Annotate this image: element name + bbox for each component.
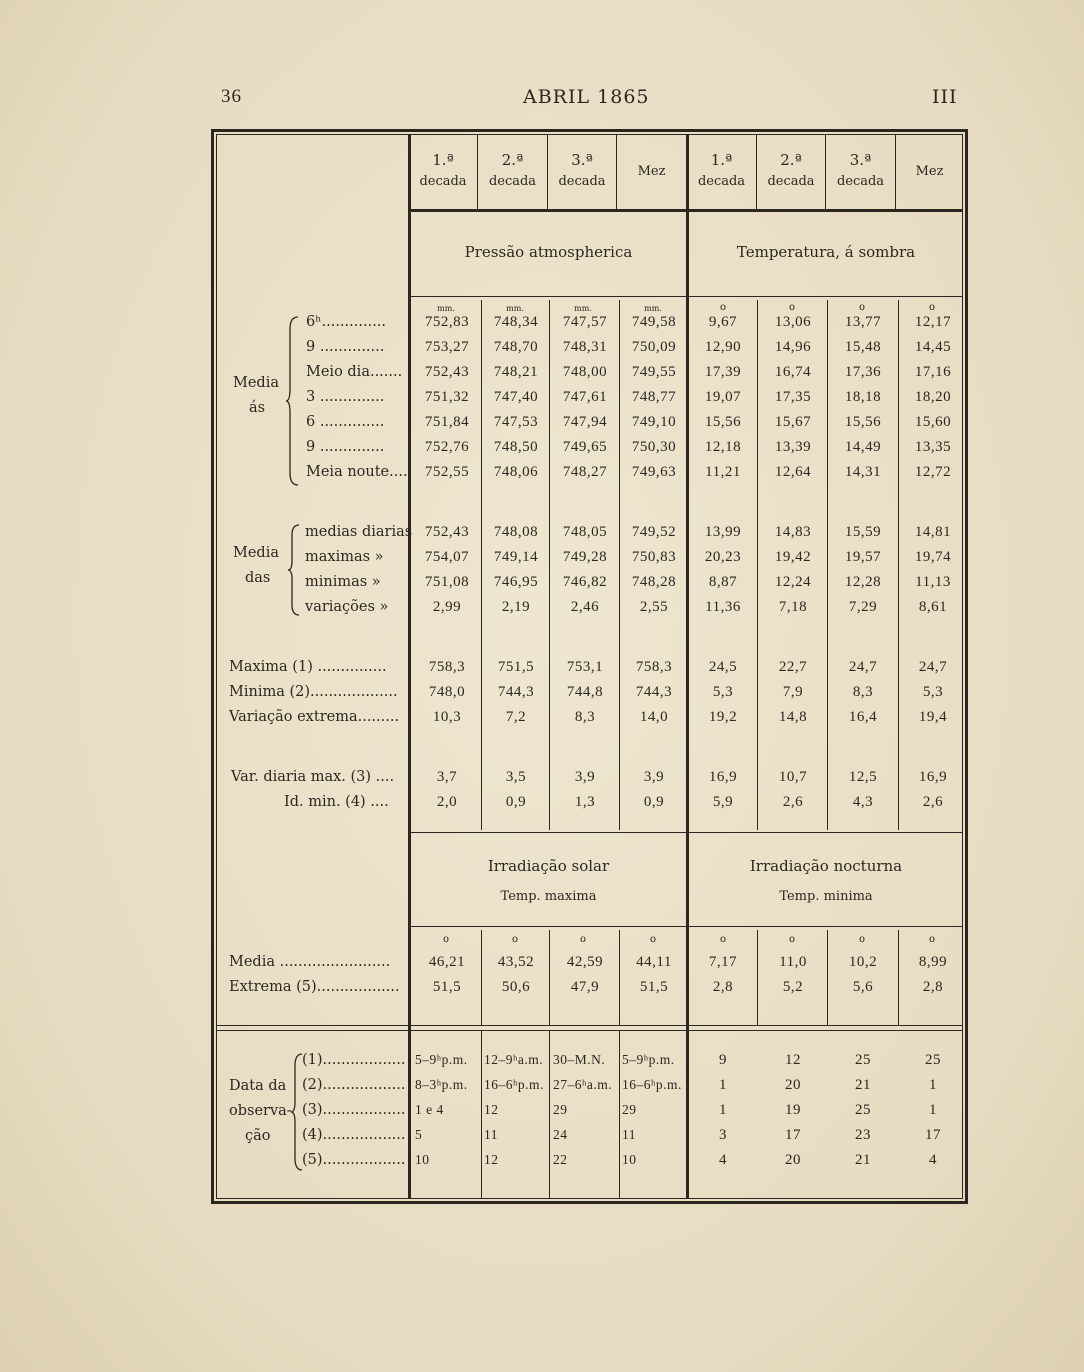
section-nocturnal: Irradiação nocturna bbox=[749, 857, 903, 875]
unit-degree: o bbox=[719, 302, 727, 313]
column-heading bbox=[757, 150, 825, 192]
page-title: ABRIL 1865 bbox=[523, 86, 650, 108]
table-cell: 19,74 bbox=[914, 549, 952, 565]
table-cell: 8,99 bbox=[918, 954, 948, 970]
table-cell: 11,0 bbox=[779, 954, 807, 970]
table-cell: 748,08 bbox=[493, 524, 539, 540]
unit-degree: o bbox=[928, 302, 936, 313]
group-label: ás bbox=[249, 400, 266, 416]
table-cell: 14,83 bbox=[774, 524, 812, 540]
table-cell: 1 e 4 bbox=[415, 1102, 444, 1117]
table-cell: 1 bbox=[929, 1102, 937, 1118]
table-cell: 11 bbox=[622, 1127, 636, 1142]
unit-degree: o bbox=[928, 934, 936, 945]
table-cell: 12,24 bbox=[774, 574, 812, 590]
table-cell: 748,77 bbox=[631, 389, 677, 405]
table-cell: 11,36 bbox=[705, 599, 741, 615]
table-cell: 16,74 bbox=[774, 364, 812, 380]
table-cell: 749,14 bbox=[493, 549, 539, 565]
table-cell: 752,83 bbox=[424, 314, 470, 330]
table-cell: 2,0 bbox=[436, 794, 458, 810]
table-cell: 2,8 bbox=[712, 979, 734, 995]
section-solar-sub: Temp. maxima bbox=[500, 889, 597, 904]
table-cell: 14,45 bbox=[914, 339, 952, 355]
table-cell: 15,59 bbox=[844, 524, 882, 540]
table-cell: 19 bbox=[785, 1102, 801, 1118]
table-cell: 12 bbox=[785, 1052, 801, 1068]
table-cell: 748,0 bbox=[428, 684, 466, 700]
table-cell: 19,57 bbox=[844, 549, 882, 565]
table-cell: 7,18 bbox=[778, 599, 808, 615]
table-cell: 19,42 bbox=[774, 549, 812, 565]
table-cell: 12–9ʰa.m. bbox=[484, 1052, 544, 1067]
table-cell: 748,06 bbox=[493, 464, 539, 480]
unit-degree: o bbox=[442, 934, 450, 945]
unit-degree: o bbox=[858, 934, 866, 945]
header-rule bbox=[408, 209, 963, 212]
section-nocturnal-sub: Temp. minima bbox=[779, 889, 873, 904]
group-label: Media bbox=[233, 375, 279, 391]
table-cell: 744,3 bbox=[497, 684, 535, 700]
section-solar: Irradiação solar bbox=[487, 857, 610, 875]
column-heading bbox=[687, 150, 756, 192]
column-heading: Mez bbox=[637, 164, 666, 179]
table-cell: 16–6ʰp.m. bbox=[622, 1077, 682, 1092]
table-cell: 4 bbox=[719, 1152, 727, 1168]
table-cell: 44,11 bbox=[636, 954, 672, 970]
table-cell: 2,6 bbox=[922, 794, 944, 810]
table-cell: 748,34 bbox=[493, 314, 539, 330]
section-number: III bbox=[932, 86, 958, 108]
col-divider bbox=[757, 300, 758, 830]
table-cell: 2,6 bbox=[782, 794, 804, 810]
table-cell: 744,8 bbox=[566, 684, 604, 700]
table-cell: 8,3 bbox=[574, 709, 596, 725]
table-cell: 14,49 bbox=[844, 439, 882, 455]
table-cell: 2,99 bbox=[432, 599, 462, 615]
table-cell: 19,07 bbox=[704, 389, 742, 405]
row-label: Meio dia....... bbox=[306, 364, 403, 380]
table-cell: 11,13 bbox=[915, 574, 951, 590]
table-cell: 20 bbox=[785, 1152, 801, 1168]
table-cell: 748,28 bbox=[631, 574, 677, 590]
table-cell: 12 bbox=[484, 1152, 499, 1167]
table-cell: 17 bbox=[785, 1127, 801, 1143]
table-cell: 21 bbox=[855, 1152, 871, 1168]
table-cell: 747,61 bbox=[562, 389, 608, 405]
unit-mm: mm. bbox=[437, 304, 455, 313]
table-cell: 3,9 bbox=[574, 769, 596, 785]
table-cell: 13,99 bbox=[704, 524, 742, 540]
table-cell: 748,50 bbox=[493, 439, 539, 455]
unit-mm: mm. bbox=[574, 304, 592, 313]
table-cell: 754,07 bbox=[424, 549, 470, 565]
table-cell: 758,3 bbox=[635, 659, 673, 675]
column-heading: Mez bbox=[915, 164, 944, 179]
group-label: das bbox=[245, 570, 271, 586]
row-label: Maxima (1) ............... bbox=[229, 659, 387, 675]
table-cell: 5–9ʰp.m. bbox=[415, 1052, 468, 1067]
table-cell: 2,55 bbox=[639, 599, 669, 615]
table-cell: 13,39 bbox=[774, 439, 812, 455]
table-cell: 11,21 bbox=[705, 464, 741, 480]
col-divider bbox=[827, 300, 828, 830]
table-cell: 23 bbox=[855, 1127, 871, 1143]
table-cell: 747,57 bbox=[562, 314, 608, 330]
table-cell: 746,82 bbox=[562, 574, 608, 590]
row-label: 9 .............. bbox=[306, 439, 385, 455]
unit-degree: o bbox=[579, 934, 587, 945]
unit-degree: o bbox=[788, 934, 796, 945]
table-cell: 19,4 bbox=[918, 709, 948, 725]
table-cell: 748,00 bbox=[562, 364, 608, 380]
table-cell: 12,64 bbox=[774, 464, 812, 480]
table-cell: 2,8 bbox=[922, 979, 944, 995]
group-label: ção bbox=[245, 1128, 271, 1144]
table-cell: 9,67 bbox=[708, 314, 738, 330]
table-cell: 1 bbox=[929, 1077, 937, 1093]
table-cell: 21 bbox=[855, 1077, 871, 1093]
table-cell: 749,55 bbox=[631, 364, 677, 380]
row-label: (5).................. bbox=[302, 1152, 406, 1168]
table-cell: 751,84 bbox=[424, 414, 470, 430]
column-heading-word: decada bbox=[697, 174, 746, 189]
table-cell: 752,43 bbox=[424, 524, 470, 540]
row-label: Var. diaria max. (3) .... bbox=[231, 769, 395, 785]
table-cell: 3,5 bbox=[505, 769, 527, 785]
section-temperature: Temperatura, á sombra bbox=[736, 243, 916, 261]
column-heading-ordinal: 3.ª bbox=[849, 151, 872, 169]
table-cell: 18,20 bbox=[914, 389, 952, 405]
table-cell: 16,9 bbox=[708, 769, 738, 785]
table-cell: 25 bbox=[855, 1052, 871, 1068]
group-label: Media bbox=[233, 545, 279, 561]
table-cell: 0,9 bbox=[643, 794, 665, 810]
table-cell: 7,2 bbox=[505, 709, 527, 725]
table-cell: 17,16 bbox=[914, 364, 952, 380]
row-label: Media ........................ bbox=[229, 954, 391, 970]
row-label: minimas » bbox=[305, 574, 381, 590]
section-pressure: Pressão atmospherica bbox=[464, 243, 633, 261]
table-cell: 752,76 bbox=[424, 439, 470, 455]
table-cell: 749,58 bbox=[631, 314, 677, 330]
table-cell: 7,29 bbox=[848, 599, 878, 615]
column-heading-ordinal: 3.ª bbox=[571, 151, 593, 169]
table-cell: 15,56 bbox=[844, 414, 882, 430]
table-cell: 753,1 bbox=[566, 659, 604, 675]
column-heading bbox=[478, 150, 547, 192]
table-cell: 748,27 bbox=[562, 464, 608, 480]
column-heading-ordinal: 1.ª bbox=[710, 151, 733, 169]
row-label: variações » bbox=[305, 599, 389, 615]
table-cell: 2,46 bbox=[570, 599, 600, 615]
brace-icon bbox=[286, 315, 302, 487]
table-cell: 14,8 bbox=[778, 709, 808, 725]
table-cell: 1 bbox=[719, 1102, 727, 1118]
table-cell: 27–6ʰa.m. bbox=[553, 1077, 613, 1092]
row-label: Meia noute.... bbox=[306, 464, 408, 480]
row-label: medias diarias bbox=[305, 524, 413, 540]
unit-degree: o bbox=[511, 934, 519, 945]
table-cell: 8,3 bbox=[852, 684, 874, 700]
table-cell: 12,5 bbox=[848, 769, 878, 785]
table-cell: 25 bbox=[925, 1052, 941, 1068]
column-heading bbox=[826, 150, 895, 192]
table-cell: 0,9 bbox=[505, 794, 527, 810]
row-label: maximas » bbox=[305, 549, 384, 565]
table-cell: 14,96 bbox=[774, 339, 812, 355]
brace-icon bbox=[288, 523, 302, 617]
row-label: (3).................. bbox=[302, 1102, 406, 1118]
table-cell: 22 bbox=[553, 1152, 568, 1167]
table-cell: 758,3 bbox=[428, 659, 466, 675]
table-cell: 13,35 bbox=[914, 439, 952, 455]
table-cell: 30–M.N. bbox=[553, 1052, 606, 1067]
table-cell: 12,28 bbox=[844, 574, 882, 590]
table-cell: 5 bbox=[415, 1127, 423, 1142]
column-heading-ordinal: 2.ª bbox=[780, 151, 802, 169]
row-label: (1).................. bbox=[302, 1052, 406, 1068]
unit-degree: o bbox=[649, 934, 657, 945]
table-cell: 750,09 bbox=[631, 339, 677, 355]
table-cell: 2,19 bbox=[501, 599, 531, 615]
table-cell: 748,21 bbox=[493, 364, 539, 380]
row-label: 3 .............. bbox=[306, 389, 385, 405]
column-heading bbox=[548, 150, 616, 192]
table-cell: 5,2 bbox=[782, 979, 804, 995]
table-cell: 749,52 bbox=[631, 524, 677, 540]
column-heading-word: decada bbox=[419, 174, 467, 189]
unit-degree: o bbox=[788, 302, 796, 313]
table-cell: 9 bbox=[719, 1052, 727, 1068]
table-cell: 5–9ʰp.m. bbox=[622, 1052, 675, 1067]
row-label: Id. min. (4) .... bbox=[284, 794, 389, 810]
table-cell: 20 bbox=[785, 1077, 801, 1093]
table-cell: 15,60 bbox=[914, 414, 952, 430]
unit-degree: o bbox=[858, 302, 866, 313]
table-cell: 7,9 bbox=[782, 684, 804, 700]
table-cell: 42,59 bbox=[566, 954, 604, 970]
table-cell: 10 bbox=[415, 1152, 430, 1167]
table-cell: 29 bbox=[622, 1102, 637, 1117]
table-cell: 10 bbox=[622, 1152, 637, 1167]
table-cell: 751,08 bbox=[424, 574, 470, 590]
table-cell: 750,83 bbox=[631, 549, 677, 565]
table-cell: 5,9 bbox=[712, 794, 734, 810]
row-label: 9 .............. bbox=[306, 339, 385, 355]
section-rule bbox=[408, 832, 963, 833]
table-cell: 17 bbox=[925, 1127, 941, 1143]
table-cell: 5,6 bbox=[852, 979, 874, 995]
table-cell: 12,17 bbox=[914, 314, 952, 330]
column-heading-word: decada bbox=[836, 174, 885, 189]
table-cell: 10,2 bbox=[848, 954, 878, 970]
table-cell: 747,94 bbox=[562, 414, 608, 430]
table-cell: 749,63 bbox=[631, 464, 677, 480]
table-cell: 24,5 bbox=[708, 659, 738, 675]
section-rule bbox=[408, 296, 963, 297]
table-cell: 12,18 bbox=[704, 439, 742, 455]
table-cell: 13,77 bbox=[844, 314, 882, 330]
table-cell: 20,23 bbox=[704, 549, 742, 565]
table-cell: 749,28 bbox=[562, 549, 608, 565]
table-cell: 4,3 bbox=[852, 794, 874, 810]
row-label: (4).................. bbox=[302, 1127, 406, 1143]
table-cell: 749,65 bbox=[562, 439, 608, 455]
section-rule bbox=[408, 926, 963, 927]
table-cell: 43,52 bbox=[497, 954, 535, 970]
table-cell: 12,90 bbox=[704, 339, 742, 355]
double-rule-bottom bbox=[216, 1030, 963, 1031]
page-number: 36 bbox=[221, 86, 242, 107]
unit-degree: o bbox=[719, 934, 727, 945]
table-cell: 752,55 bbox=[424, 464, 470, 480]
row-label: Minima (2)................... bbox=[229, 684, 398, 700]
table-cell: 17,35 bbox=[774, 389, 812, 405]
table-cell: 15,67 bbox=[774, 414, 812, 430]
table-cell: 24,7 bbox=[918, 659, 948, 675]
table-cell: 747,53 bbox=[493, 414, 539, 430]
table-cell: 752,43 bbox=[424, 364, 470, 380]
table-cell: 744,3 bbox=[635, 684, 673, 700]
table-cell: 13,06 bbox=[774, 314, 812, 330]
unit-mm: mm. bbox=[506, 304, 524, 313]
table-cell: 746,95 bbox=[493, 574, 539, 590]
table-cell: 51,5 bbox=[639, 979, 669, 995]
table-cell: 11 bbox=[484, 1127, 498, 1142]
table-cell: 18,18 bbox=[844, 389, 882, 405]
table-cell: 7,17 bbox=[708, 954, 738, 970]
group-label: Data da bbox=[229, 1078, 287, 1094]
table-cell: 47,9 bbox=[570, 979, 600, 995]
table-cell: 22,7 bbox=[778, 659, 808, 675]
column-heading-ordinal: 1.ª bbox=[432, 151, 454, 169]
table-cell: 751,5 bbox=[497, 659, 535, 675]
table-cell: 5,3 bbox=[712, 684, 734, 700]
table-cell: 750,30 bbox=[631, 439, 677, 455]
label-column-divider bbox=[408, 134, 411, 1199]
table-cell: 15,56 bbox=[704, 414, 742, 430]
table-cell: 51,5 bbox=[432, 979, 462, 995]
table-cell: 5,3 bbox=[922, 684, 944, 700]
table-cell: 17,39 bbox=[704, 364, 742, 380]
table-cell: 748,05 bbox=[562, 524, 608, 540]
table-cell: 748,70 bbox=[493, 339, 539, 355]
table-cell: 16,4 bbox=[848, 709, 878, 725]
table-cell: 25 bbox=[855, 1102, 871, 1118]
double-rule-top bbox=[216, 1025, 963, 1026]
table-cell: 3,7 bbox=[436, 769, 458, 785]
table-cell: 24,7 bbox=[848, 659, 878, 675]
table-cell: 12,72 bbox=[914, 464, 952, 480]
column-heading-ordinal: 2.ª bbox=[501, 151, 524, 169]
table-cell: 17,36 bbox=[844, 364, 882, 380]
table-cell: 12 bbox=[484, 1102, 499, 1117]
table-cell: 16–6ʰp.m. bbox=[484, 1077, 544, 1092]
table-cell: 29 bbox=[553, 1102, 568, 1117]
table-cell: 3 bbox=[719, 1127, 727, 1143]
column-heading bbox=[409, 150, 477, 192]
table-cell: 16,9 bbox=[918, 769, 948, 785]
table-cell: 749,10 bbox=[631, 414, 677, 430]
table-cell: 19,2 bbox=[708, 709, 738, 725]
table-cell: 8,61 bbox=[918, 599, 948, 615]
table-cell: 10,3 bbox=[432, 709, 462, 725]
row-label: 6ʰ.............. bbox=[306, 314, 387, 330]
table-cell: 751,32 bbox=[424, 389, 470, 405]
table-cell: 14,81 bbox=[914, 524, 952, 540]
table-cell: 8–3ʰp.m. bbox=[415, 1077, 468, 1092]
row-label: Extrema (5).................. bbox=[229, 979, 400, 995]
table-cell: 753,27 bbox=[424, 339, 470, 355]
row-label: 6 .............. bbox=[306, 414, 385, 430]
unit-mm: mm. bbox=[644, 304, 662, 313]
table-cell: 747,40 bbox=[493, 389, 539, 405]
row-label: Variação extrema......... bbox=[229, 709, 400, 725]
column-heading-word: decada bbox=[558, 174, 606, 189]
table-cell: 748,31 bbox=[562, 339, 608, 355]
table-cell: 46,21 bbox=[428, 954, 466, 970]
table-cell: 14,31 bbox=[844, 464, 882, 480]
column-heading-word: decada bbox=[488, 174, 537, 189]
group-label: observa- bbox=[229, 1103, 292, 1119]
table-cell: 15,48 bbox=[844, 339, 882, 355]
row-label: (2).................. bbox=[302, 1077, 406, 1093]
table-cell: 3,9 bbox=[643, 769, 665, 785]
table-cell: 1,3 bbox=[574, 794, 596, 810]
table-cell: 24 bbox=[553, 1127, 568, 1142]
table-cell: 14,0 bbox=[639, 709, 669, 725]
table-cell: 50,6 bbox=[501, 979, 531, 995]
table-cell: 4 bbox=[929, 1152, 937, 1168]
table-cell: 8,87 bbox=[708, 574, 738, 590]
table-cell: 10,7 bbox=[778, 769, 808, 785]
table-cell: 1 bbox=[719, 1077, 727, 1093]
column-heading-word: decada bbox=[767, 174, 815, 189]
